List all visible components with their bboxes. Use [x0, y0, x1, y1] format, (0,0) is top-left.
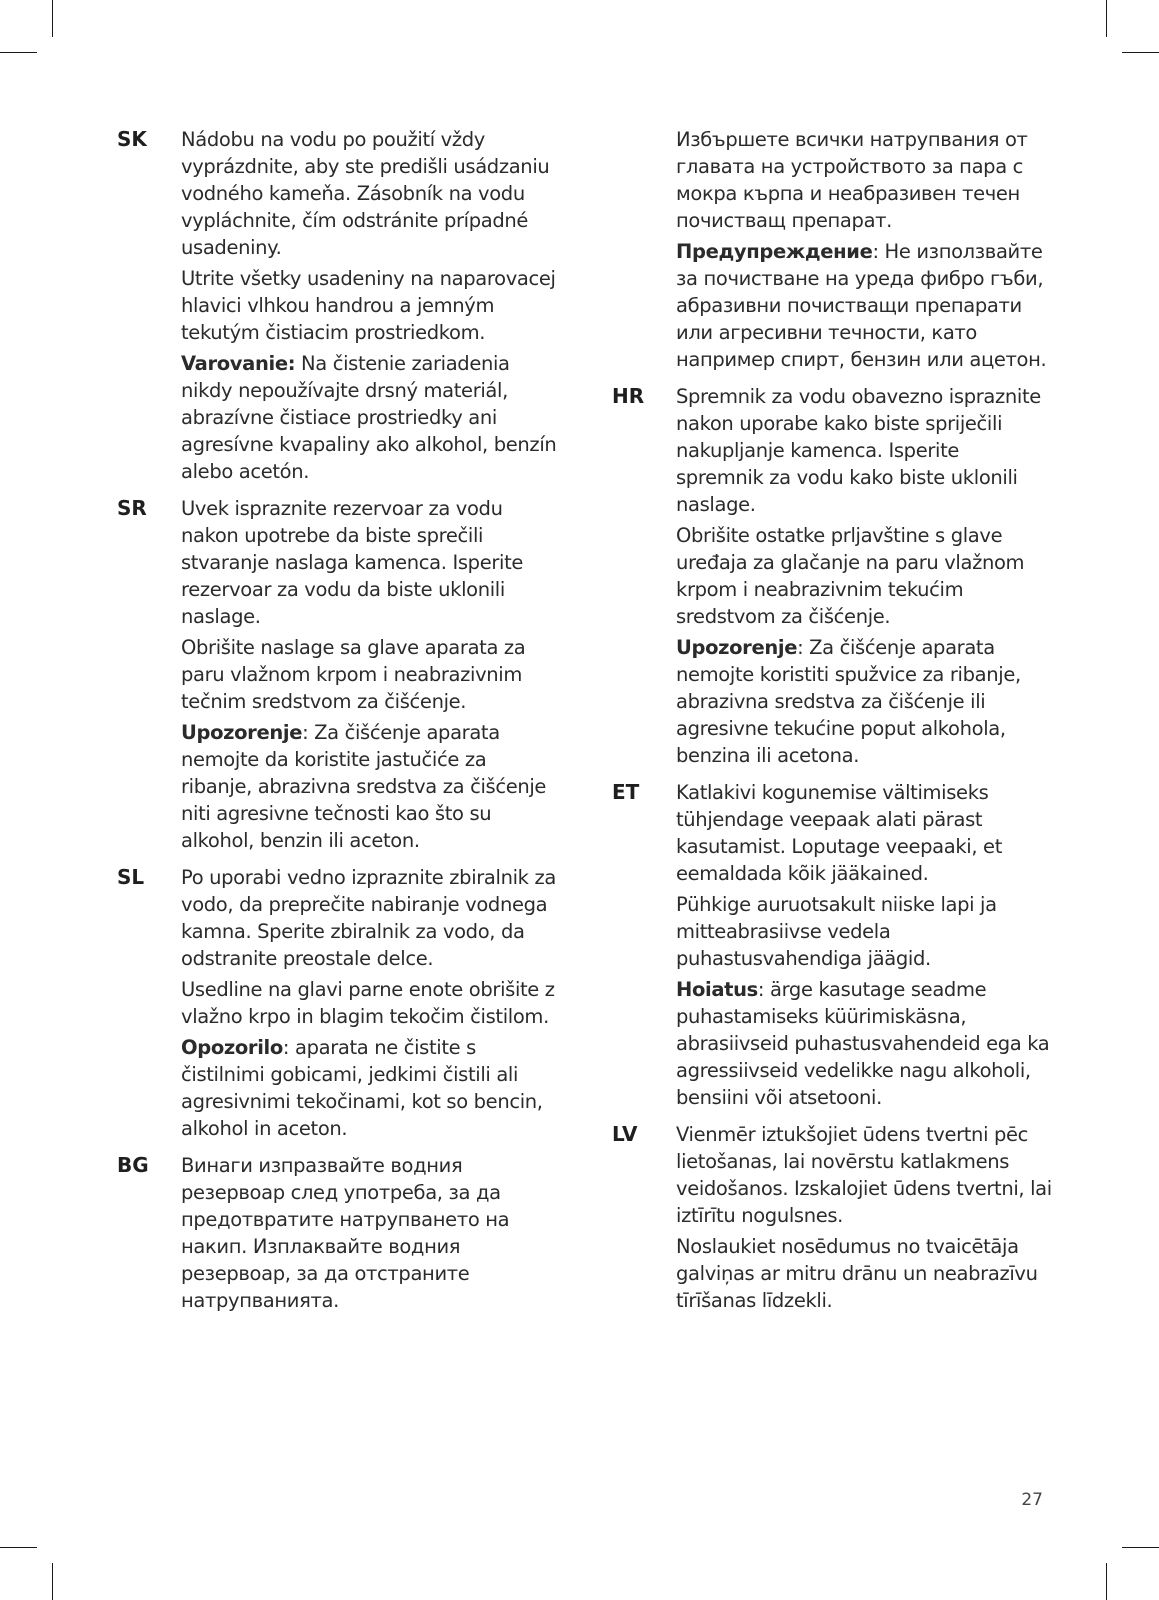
- paragraph: Usedline na glavi parne enote obrišite z vlažno krpo in blagim tekočim čistilom.: [181, 978, 555, 1028]
- left-column: [117, 126, 557, 1324]
- paragraph: Obrišite ostatke prljavštine s glave uređaja za glačanje na paru vlažnom krpom i neabrazivnim tekućim sredstvom za čišćenje.: [676, 524, 1025, 628]
- page-number: 27: [1021, 1490, 1043, 1510]
- crop-mark: [0, 52, 37, 53]
- crop-mark: [1122, 52, 1159, 53]
- warning-label: Upozorenje: [676, 636, 798, 659]
- section-bg-continued: [612, 126, 1052, 377]
- warning-paragraph: Hoiatus: ärge kasutage seadme puhastamiseks küürimiskäsna, abrasiivseid puhastusvahendeid ega ka agressiivseid vedelikke nagu alkoholi, bensiini või atsetooni.: [676, 978, 1050, 1109]
- language-code: SL: [117, 865, 145, 889]
- language-code: [612, 126, 676, 377]
- section-body: [676, 126, 1052, 377]
- warning-paragraph: Upozorenje: Za čišćenje aparata nemojte koristiti spužvice za ribanje, abrazivna sredstva za čišćenje ili agresivne tekućine poput alkohola, benzina ili acetona.: [676, 636, 1021, 767]
- paragraph: Uvek ispraznite rezervoar za vodu nakon upotrebe da biste sprečili stvaranje naslaga kamenca. Isperite rezervoar za vodu da biste uklonili naslage.: [181, 497, 524, 628]
- section-et: [612, 779, 1052, 1115]
- section-body: [181, 126, 557, 489]
- warning-label: Opozorilo: [181, 1036, 283, 1059]
- language-code: ET: [612, 780, 640, 804]
- section-body: [676, 779, 1052, 1115]
- paragraph: Nádobu na vodu po použití vždy vyprázdnite, aby ste predišli usádzaniu vodného kameňa. Zásobník na vodu vypláchnite, čím odstránite prípadné usadeniny.: [181, 128, 550, 259]
- crop-mark: [1106, 1563, 1107, 1600]
- paragraph: Spremnik za vodu obavezno ispraznite nakon uporabe kako biste spriječili nakupljanje kamenca. Isperite spremnik za vodu kako biste uklonili naslage.: [676, 385, 1041, 516]
- paragraph: Utrite všetky usadeniny na naparovacej hlavici vlhkou handrou a jemným tekutým čistiacim prostriedkom.: [181, 267, 556, 344]
- section-sl: [117, 864, 557, 1146]
- right-column: [612, 126, 1052, 1324]
- language-code: HR: [612, 384, 645, 408]
- paragraph: Vienmēr iztukšojiet ūdens tvertni pēc lietošanas, lai novērstu katlakmens veidošanos. Izskalojiet ūdens tvertni, lai iztīrītu nogulsnes.: [676, 1123, 1052, 1227]
- crop-mark: [52, 0, 53, 37]
- paragraph: Katlakivi kogunemise vältimiseks tühjendage veepaak alati pärast kasutamist. Loputage veepaaki, et eemaldada kõik jääkained.: [676, 781, 1002, 885]
- section-body: [181, 864, 557, 1146]
- section-body: [181, 1152, 557, 1318]
- section-hr: [612, 383, 1052, 773]
- language-code: SK: [117, 127, 147, 151]
- warning-paragraph: Upozorenje: Za čišćenje aparata nemojte da koristite jastučiće za ribanje, abrazivna sredstva za čišćenje niti agresivne tečnosti kao što su alkohol, benzin ili aceton.: [181, 721, 547, 852]
- section-body: [181, 495, 557, 858]
- language-code: BG: [117, 1153, 149, 1177]
- crop-mark: [1122, 1547, 1159, 1548]
- warning-label: Hoiatus: [676, 978, 758, 1001]
- warning-label: Upozorenje: [181, 721, 303, 744]
- warning-label: Предупреждение: [676, 240, 873, 263]
- paragraph: Избършете всички натрупвания от главата на устройството за пара с мокра кърпа и неабразивен течен почистващ препарат.: [676, 128, 1028, 232]
- warning-label: Varovanie:: [181, 352, 296, 375]
- paragraph: Noslaukiet nosēdumus no tvaicētāja galviņas ar mitru drānu un neabrazīvu tīrīšanas līdzekli.: [676, 1235, 1038, 1312]
- section-sr: [117, 495, 557, 858]
- section-bg: [117, 1152, 557, 1318]
- paragraph: Винаги изпразвайте водния резервоар след употреба, за да предотвратите натрупването на накип. Изплаквайте водния резервоар, за да отстраните натрупванията.: [181, 1154, 510, 1312]
- language-code: SR: [117, 496, 147, 520]
- section-sk: [117, 126, 557, 489]
- warning-paragraph: Varovanie: Na čistenie zariadenia nikdy nepoužívajte drsný materiál, abrazívne čistiace prostriedky ani agresívne kvapaliny ako alkohol, benzín alebo acetón.: [181, 352, 557, 483]
- crop-mark: [0, 1547, 37, 1548]
- section-body: [676, 1121, 1052, 1318]
- crop-mark: [1106, 0, 1107, 37]
- language-code: LV: [612, 1122, 638, 1146]
- warning-paragraph: Предупреждение: Не използвайте за почистване на уреда фибро гъби, абразивни почистващи препарати или агресивни течности, като например спирт, бензин или ацетон.: [676, 240, 1047, 371]
- paragraph: Pühkige auruotsakult niiske lapi ja mitteabrasiivse vedela puhastusvahendiga jäägid.: [676, 893, 997, 970]
- warning-paragraph: Opozorilo: aparata ne čistite s čistilnimi gobicami, jedkimi čistili ali agresivnimi tekočinami, kot so bencin, alkohol in aceton.: [181, 1036, 543, 1140]
- paragraph: Obrišite naslage sa glave aparata za paru vlažnom krpom i neabrazivnim tečnim sredstvom za čišćenje.: [181, 636, 526, 713]
- section-lv: [612, 1121, 1052, 1318]
- section-body: [676, 383, 1052, 773]
- crop-mark: [52, 1563, 53, 1600]
- paragraph: Po uporabi vedno izpraznite zbiralnik za vodo, da preprečite nabiranje vodnega kamna. Sperite zbiralnik za vodo, da odstranite preostale delce.: [181, 866, 556, 970]
